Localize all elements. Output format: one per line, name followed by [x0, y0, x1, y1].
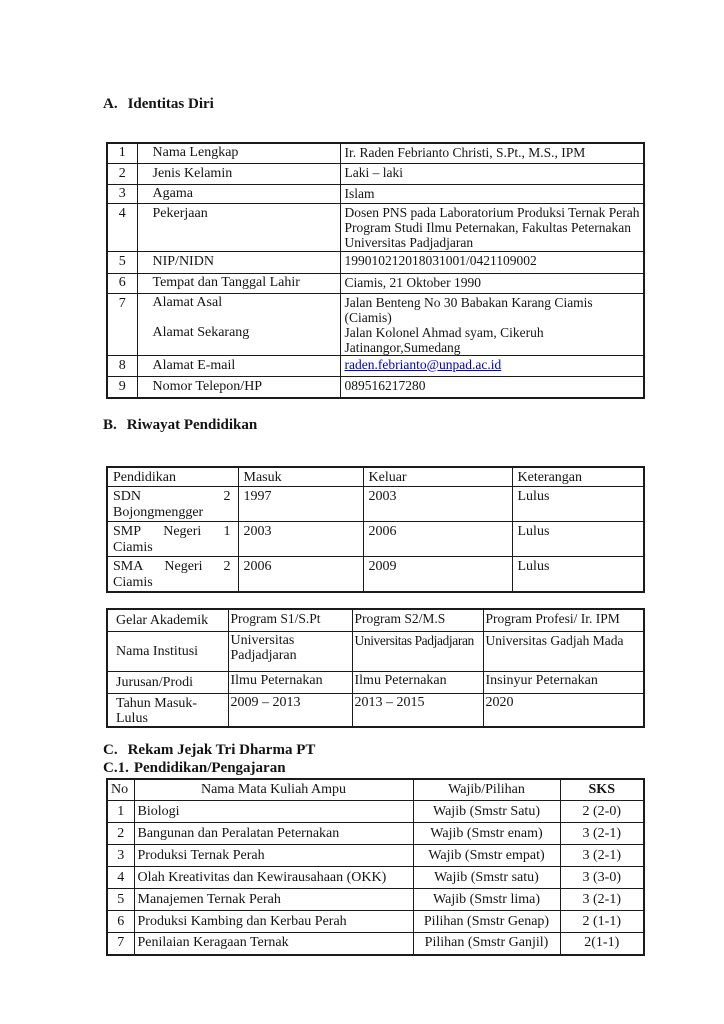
- school-word: SMP: [113, 524, 142, 539]
- row-number: 6: [107, 273, 137, 293]
- school-name: [107, 557, 238, 593]
- section-a-heading: [103, 96, 663, 112]
- identity-table: [106, 142, 645, 399]
- course-no: 2: [107, 823, 134, 845]
- field-value: 199010212018031001/0421109002: [340, 251, 644, 273]
- school-name-line: [113, 559, 235, 575]
- year-masuk: 2006: [238, 557, 363, 593]
- table-row: [107, 522, 644, 557]
- degree-row-label: Jurusan/Prodi: [107, 671, 228, 693]
- course-name: Manajemen Ternak Perah: [134, 889, 413, 911]
- school-name: [107, 522, 238, 557]
- courses-table: [106, 778, 645, 956]
- school-word: 2: [223, 489, 231, 504]
- table-row: [107, 823, 644, 845]
- section-b-label: B.: [103, 417, 117, 433]
- row-number: 1: [107, 143, 137, 163]
- status-keterangan: Lulus: [512, 557, 644, 593]
- field-label: Tempat dan Tanggal Lahir: [137, 273, 340, 293]
- course-type: Pilihan (Smstr Genap): [413, 911, 560, 933]
- table-row: [107, 376, 644, 398]
- page-content: [103, 0, 663, 956]
- field-label: [137, 293, 340, 355]
- year-masuk: 1997: [238, 487, 363, 522]
- degrees-table: [106, 608, 645, 728]
- label-alamat-asal: Alamat Asal: [152, 294, 223, 310]
- course-name: Produksi Kambing dan Kerbau Perah: [134, 911, 413, 933]
- school-word: 2: [223, 559, 231, 574]
- degree-row-label: Gelar Akademik: [107, 609, 228, 631]
- table-header-row: [107, 609, 644, 631]
- table-row: [107, 293, 644, 355]
- field-label: Pekerjaan: [137, 203, 340, 251]
- field-value: [340, 293, 644, 355]
- value-line: Program Studi Ilmu Peternakan, Fakultas Peternakan: [344, 219, 631, 235]
- course-type: Wajib (Smstr satu): [413, 867, 560, 889]
- row-number: 8: [107, 355, 137, 376]
- field-value: Ir. Raden Febrianto Christi, S.Pt., M.S., IPM: [340, 143, 644, 163]
- institution-s2: Universitas Padjadjaran: [352, 631, 483, 671]
- table-row: [107, 203, 644, 251]
- school-name-line: Ciamis: [113, 575, 153, 590]
- field-value: [340, 355, 644, 376]
- course-no: 6: [107, 911, 134, 933]
- institution-s1: Universitas Padjadjaran: [228, 631, 352, 671]
- table-row: [107, 184, 644, 203]
- section-c1-heading: [103, 760, 663, 776]
- course-type: Pilihan (Smstr Ganjil): [413, 933, 560, 955]
- row-number: 9: [107, 376, 137, 398]
- section-c1-label: C.1.: [103, 759, 129, 776]
- degree-row-label: Tahun Masuk-Lulus: [107, 693, 228, 727]
- school-name-line: [113, 524, 235, 540]
- course-no: 1: [107, 801, 134, 823]
- table-row: [107, 911, 644, 933]
- course-type: Wajib (Smstr empat): [413, 845, 560, 867]
- table-row: [107, 889, 644, 911]
- school-name-line: Ciamis: [113, 540, 153, 555]
- row-number: 4: [107, 203, 137, 251]
- table-row: [107, 693, 644, 727]
- course-no: 7: [107, 933, 134, 955]
- section-c-title: Rekam Jejak Tri Dharma PT: [127, 741, 316, 758]
- col-header-type: Wajib/Pilihan: [413, 779, 560, 801]
- col-header-sks: SKS: [560, 779, 644, 801]
- col-header-profesi: Program Profesi/ Ir. IPM: [483, 609, 644, 631]
- field-value: [340, 203, 644, 251]
- col-header-keterangan: Keterangan: [512, 467, 644, 487]
- school-word: Negeri: [164, 559, 203, 574]
- value-line: Jalan Benteng No 30 Babakan Karang Ciamis: [344, 294, 593, 310]
- course-sks: 3 (2-1): [560, 889, 644, 911]
- field-value: Ciamis, 21 Oktober 1990: [340, 273, 644, 293]
- course-name: Olah Kreativitas dan Kewirausahaan (OKK): [134, 867, 413, 889]
- row-number: 2: [107, 163, 137, 184]
- course-sks: 2(1-1): [560, 933, 644, 955]
- course-name: Produksi Ternak Perah: [134, 845, 413, 867]
- table-row: [107, 355, 644, 376]
- field-label: Nama Lengkap: [137, 143, 340, 163]
- school-word: Negeri: [163, 524, 202, 539]
- course-type: Wajib (Smstr Satu): [413, 801, 560, 823]
- value-line: Jatinangor,Sumedang: [344, 339, 461, 355]
- field-value: Laki – laki: [340, 163, 644, 184]
- row-number: 3: [107, 184, 137, 203]
- value-line: Jalan Kolonel Ahmad syam, Cikeruh: [344, 324, 544, 340]
- email-link[interactable]: raden.febrianto@unpad.ac.id: [344, 356, 502, 372]
- section-b-title: Riwayat Pendidikan: [126, 417, 258, 433]
- major-profesi: Insinyur Peternakan: [483, 671, 644, 693]
- field-label: NIP/NIDN: [137, 251, 340, 273]
- label-alamat-sekarang: Alamat Sekarang: [152, 324, 250, 340]
- table-row: [107, 867, 644, 889]
- section-c-heading: [103, 742, 663, 758]
- section-a-label: A.: [103, 96, 118, 112]
- degree-row-label: Nama Institusi: [107, 631, 228, 671]
- course-name: Penilaian Keragaan Ternak: [134, 933, 413, 955]
- course-type: Wajib (Smstr lima): [413, 889, 560, 911]
- section-a-title: Identitas Diri: [127, 96, 214, 112]
- year-keluar: 2006: [363, 522, 512, 557]
- school-word: SMA: [113, 559, 144, 574]
- course-sks: 3 (2-1): [560, 845, 644, 867]
- year-keluar: 2003: [363, 487, 512, 522]
- table-row: [107, 801, 644, 823]
- col-header-keluar: Keluar: [363, 467, 512, 487]
- school-name-line: Bojongmengger: [113, 505, 204, 520]
- course-name: Bangunan dan Peralatan Peternakan: [134, 823, 413, 845]
- table-row: [107, 251, 644, 273]
- status-keterangan: Lulus: [512, 522, 644, 557]
- major-s1: Ilmu Peternakan: [228, 671, 352, 693]
- col-header-pendidikan: Pendidikan: [107, 467, 238, 487]
- field-value: 089516217280: [340, 376, 644, 398]
- years-s1: 2009 – 2013: [228, 693, 352, 727]
- status-keterangan: Lulus: [512, 487, 644, 522]
- course-no: 4: [107, 867, 134, 889]
- course-type: Wajib (Smstr enam): [413, 823, 560, 845]
- table-row: [107, 671, 644, 693]
- course-name: Biologi: [134, 801, 413, 823]
- year-keluar: 2009: [363, 557, 512, 593]
- field-label: Agama: [137, 184, 340, 203]
- course-no: 3: [107, 845, 134, 867]
- value-line: (Ciamis): [344, 309, 392, 325]
- school-word: 1: [223, 524, 231, 539]
- school-name: [107, 487, 238, 522]
- table-row: [107, 487, 644, 522]
- table-row: [107, 273, 644, 293]
- row-number: 7: [107, 293, 137, 355]
- course-sks: 3 (3-0): [560, 867, 644, 889]
- years-profesi: 2020: [483, 693, 644, 727]
- table-row: [107, 845, 644, 867]
- school-word: SDN: [113, 489, 142, 504]
- field-value: Islam: [340, 184, 644, 203]
- col-header-s2: Program S2/M.S: [352, 609, 483, 631]
- table-header-row: [107, 467, 644, 487]
- institution-profesi: Universitas Gadjah Mada: [483, 631, 644, 671]
- school-name-line: [113, 489, 235, 505]
- year-masuk: 2003: [238, 522, 363, 557]
- course-sks: 2 (1-1): [560, 911, 644, 933]
- row-number: 5: [107, 251, 137, 273]
- table-header-row: [107, 779, 644, 801]
- table-row: [107, 143, 644, 163]
- field-label: Alamat E-mail: [137, 355, 340, 376]
- education-table: [106, 466, 645, 593]
- years-s2: 2013 – 2015: [352, 693, 483, 727]
- table-row: [107, 557, 644, 593]
- section-b-heading: [103, 417, 663, 433]
- section-c1-title: Pendidikan/Pengajaran: [133, 759, 286, 776]
- table-row: [107, 163, 644, 184]
- table-row: [107, 631, 644, 671]
- col-header-no: No: [107, 779, 134, 801]
- field-label: Jenis Kelamin: [137, 163, 340, 184]
- course-no: 5: [107, 889, 134, 911]
- value-line: Universitas Padjadjaran: [344, 234, 474, 250]
- col-header-s1: Program S1/S.Pt: [228, 609, 352, 631]
- value-line: Dosen PNS pada Laboratorium Produksi Ternak Perah: [344, 204, 640, 220]
- col-header-course: Nama Mata Kuliah Ampu: [134, 779, 413, 801]
- field-label: Nomor Telepon/HP: [137, 376, 340, 398]
- course-sks: 3 (2-1): [560, 823, 644, 845]
- course-sks: 2 (2-0): [560, 801, 644, 823]
- table-row: [107, 933, 644, 955]
- section-c-label: C.: [103, 741, 118, 758]
- major-s2: Ilmu Peternakan: [352, 671, 483, 693]
- col-header-masuk: Masuk: [238, 467, 363, 487]
